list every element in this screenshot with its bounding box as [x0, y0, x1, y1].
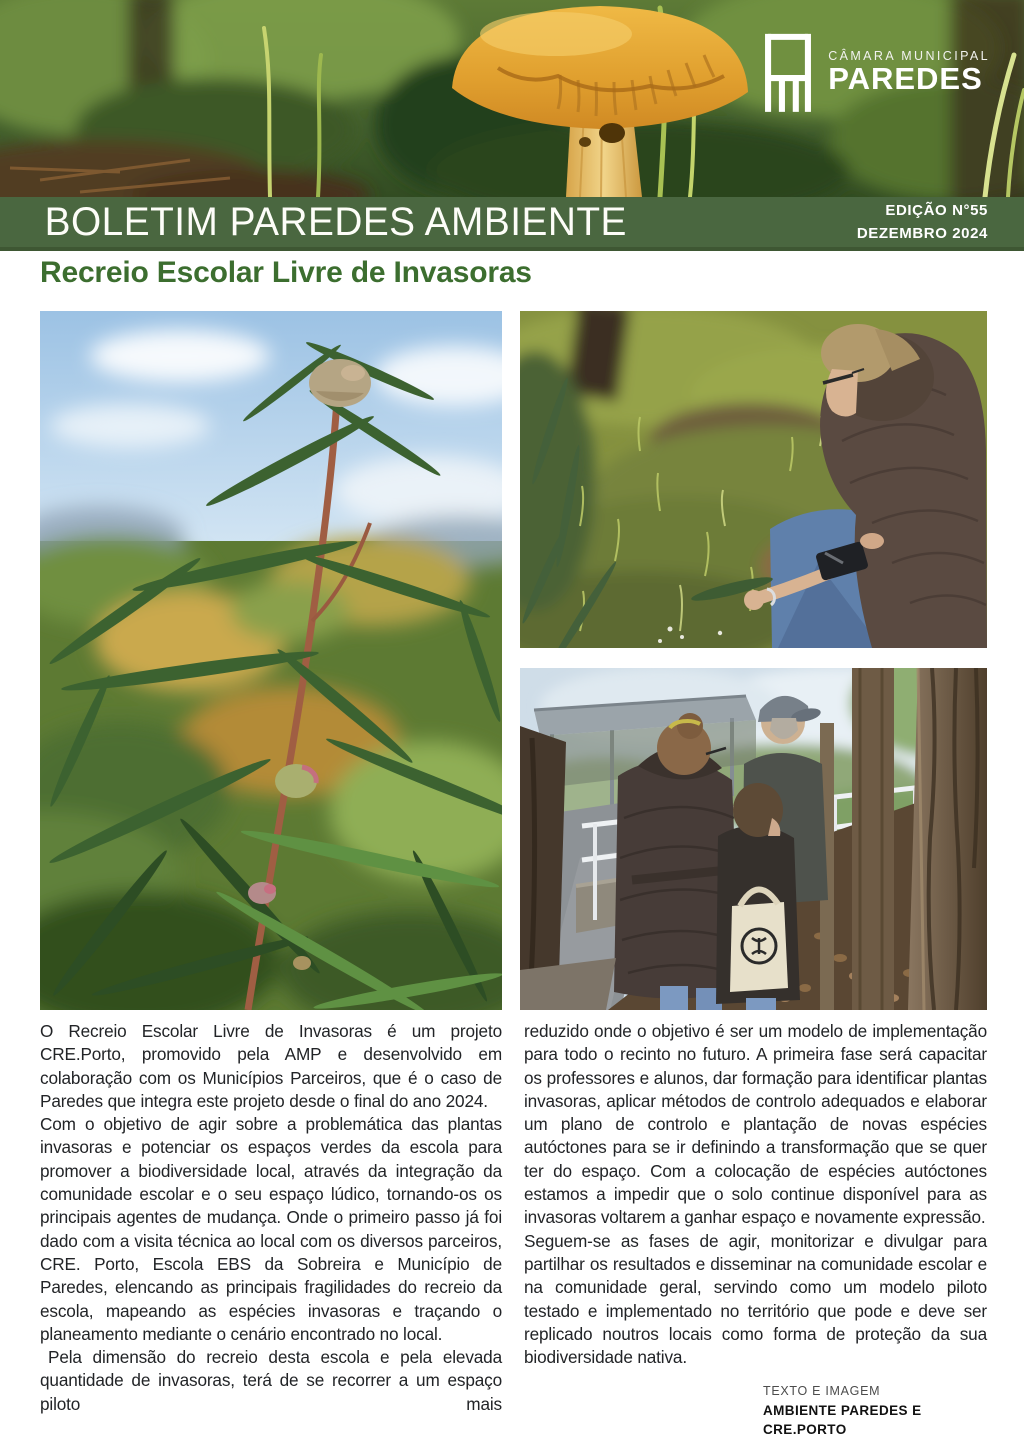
edition-number: EDIÇÃO N°55 — [885, 202, 988, 219]
edition-date: DEZEMBRO 2024 — [856, 225, 988, 242]
paragraph: Pela dimensão do recreio desta escola e pela elevada quantidade de invasoras, terá de se recorrer a um espaço piloto mais — [40, 1347, 502, 1414]
photo-school-perimeter — [520, 668, 987, 1010]
credit-value: AMBIENTE PAREDES E CRE.PORTO — [763, 1403, 922, 1438]
paragraph: O Recreio Escolar Livre de Invasoras é um projeto CRE.Porto, promovido pela AMP e desenvolvido em colaboração com os Municípios Parceiros, que é o caso de Paredes que integra este projeto desde o final do ano 2024. — [40, 1021, 502, 1111]
paragraph: Seguem-se as fases de agir, monitorizar e divulgar para partilhar os resultados e disseminar na comunidade escolar e na comunidade geral, servindo como um modelo piloto testado e implementado no território que pode e deve ser replicado noutros locais como forma de proteção da sua biodiversidade nativa. — [524, 1230, 987, 1368]
photo-field-visit — [520, 311, 987, 648]
credit-block — [763, 1382, 987, 1439]
chair-icon — [762, 30, 814, 114]
logo-entity: CÂMARA MUNICIPAL — [828, 48, 990, 63]
paragraph: reduzido onde o objetivo é ser um modelo de implementação para todo o recinto no futuro. A primeira fase será capacitar os professores e alunos, dar formação para identificar plantas invasoras, aplicar métodos de controlo adequados e elaborar um plano de controlo e plantação de novas espécies autóctones para se ir definindo a transformação que se quer ter do espaço. Com a colocação de espécies autóctones estamos a impedir que o solo continue disponível para as invasoras voltarem a ganhar espaço e novamente expressão. — [524, 1021, 987, 1228]
text-column-left — [40, 1020, 502, 1416]
article-title: Recreio Escolar Livre de Invasoras — [40, 256, 532, 289]
municipal-logo — [762, 30, 990, 114]
credit-label: TEXTO E IMAGEM — [763, 1384, 881, 1399]
header-photo-mushroom — [0, 0, 1024, 197]
photo-acacia-plant — [40, 311, 502, 1010]
logo-city: PAREDES — [828, 60, 983, 96]
newsletter-banner — [0, 197, 1024, 251]
edition-badge — [857, 199, 1024, 245]
text-column-right — [524, 1020, 987, 1439]
newsletter-title: BOLETIM PAREDES AMBIENTE — [44, 199, 627, 244]
paragraph: Com o objetivo de agir sobre a problemática das plantas invasoras e potenciar os espaços verdes da escola para promover a biodiversidade local, através da integração da comunidade escolar e o seu espaço lúdico, tornando-os os principais agentes de mudança. Onde o primeiro passo já foi dado com a visita técnica ao local com os diversos parceiros, CRE. Porto, Escola EBS da Sobreira e Município de Paredes, elencando as principais fragilidades do recreio da escola, mapeando as espécies invasoras e traçando o planeamento mediante o cenário encontrado no local. — [40, 1114, 502, 1344]
